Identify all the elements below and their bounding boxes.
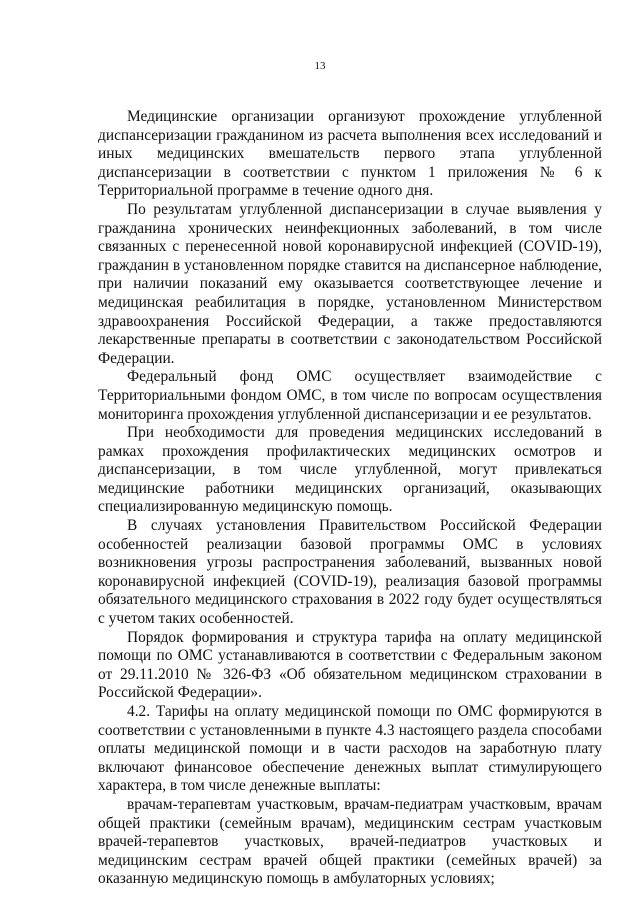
paragraph-section-4-2: 4.2. Тарифы на оплату медицинской помощи по ОМС формируются в соответствии с установленными в пункте 4.3 настоящего раздела способами оплаты медицинской помощи и в части расходов на заработную плату включают финансовое обеспечение денежных выплат стимулирующего характера, в том числе денежные выплаты: <box>98 703 602 795</box>
paragraph-results-of-dispensarization: По результатам углубленной диспансеризации в случае выявления у гражданина хронических неинфекционных заболеваний, в том числе связанных с перенесенной новой коронавирусной инфекцией (COVID-19), гражданин в установленном порядке ставится на диспансерное наблюдение, при наличии показаний ему оказывается соответствующее лечение и медицинская реабилитация в порядке, установленном Министерством здравоохранения Российской Федерации, а также предоставляются лекарственные препараты в соответствии с законодательством Российской Федерации. <box>98 200 602 367</box>
paragraph-tariff-structure: Порядок формирования и структура тарифа на оплату медицинской помощи по ОМС устанавливаются в соответствии с Федеральным законом от 29.11.2010 № 326-ФЗ «Об обязательном медицинском страховании в Российской Федерации». <box>98 628 602 702</box>
paragraph-specialist-involvement: При необходимости для проведения медицинских исследований в рамках прохождения профилактических медицинских осмотров и диспансеризации, в том числе углубленной, могут привлекаться медицинские работники медицинских организаций, оказывающих специализированную медицинскую помощь. <box>98 424 602 516</box>
document-body <box>98 108 602 889</box>
paragraph-federal-fund-interaction: Федеральный фонд ОМС осуществляет взаимодействие с Территориальными фондом ОМС, в том числе по вопросам осуществления мониторинга прохождения углубленной диспансеризации и ее результатов. <box>98 368 602 423</box>
page-number: 13 <box>314 60 326 72</box>
paragraph-payments-list-item: врачам-терапевтам участковым, врачам-педиатрам участковым, врачам общей практики (семейным врачам), медицинским сестрам участковым врачей-терапевтов участковых, врачей-педиатров участковых и медицинским сестрам врачей общей практики (семейных врачей) за оказанную медицинскую помощь в амбулаторных условиях; <box>98 795 602 888</box>
paragraph-covid-special-cases: В случаях установления Правительством Российской Федерации особенностей реализации базовой программы ОМС в условиях возникновения угрозы распространения заболеваний, вызванных новой коронавирусной инфекцией (COVID-19), реализация базовой программы обязательного медицинского страхования в 2022 году будет осуществляться с учетом таких особенностей. <box>98 517 602 628</box>
paragraph-organization-of-dispensarization: Медицинские организации организуют прохождение углубленной диспансеризации гражданином из расчета выполнения всех исследований и иных медицинских вмешательств первого этапа углубленной диспансеризации в соответствии с пунктом 1 приложения № 6 к Территориальной программе в течение одного дня. <box>98 108 602 200</box>
